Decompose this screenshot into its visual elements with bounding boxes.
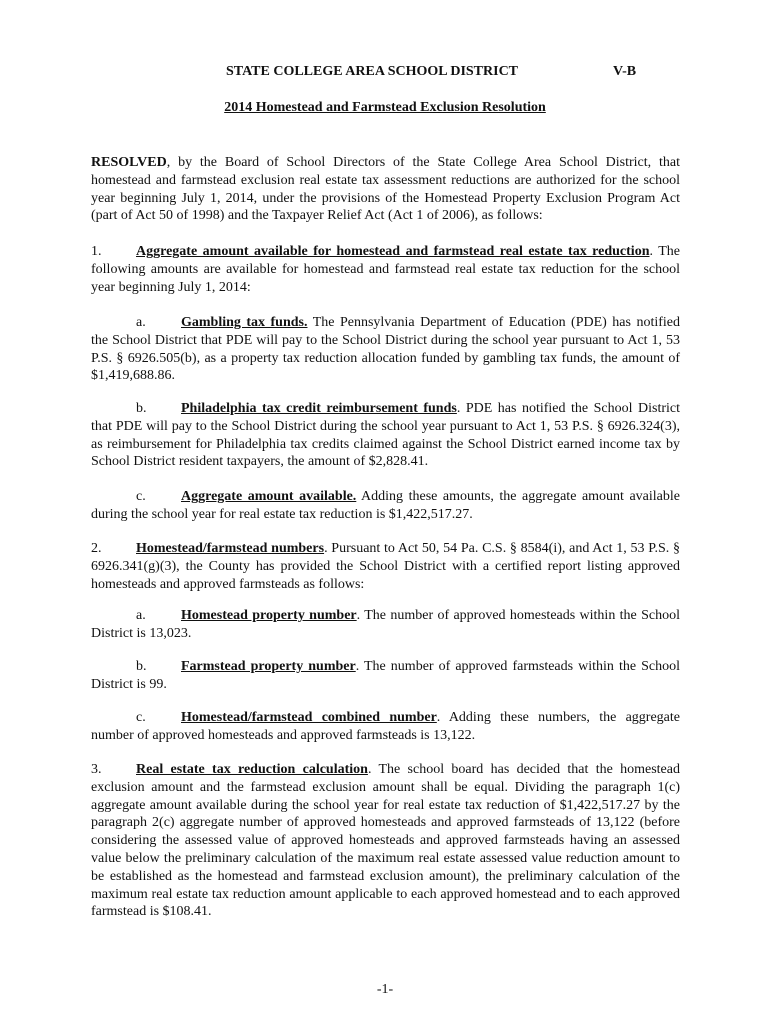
section-2b [91,658,680,694]
section-1 [91,243,680,296]
section-2a [91,607,680,643]
document-title: 2014 Homestead and Farmstead Exclusion Resolution [224,100,546,115]
item-heading: Aggregate amount available. [181,489,357,504]
section-number: 3. [91,762,102,777]
section-heading: Real estate tax reduction calculation [136,762,368,777]
section-3 [91,761,680,921]
section-2 [91,540,680,593]
item-label: b. [136,659,147,674]
item-heading: Philadelphia tax credit reimbursement funds [181,401,457,416]
item-text: . PDE has notified the School District that PDE will pay to the School District during the school year pursuant to Act 1, 53 P.S. § 6926.324(3), as reimbursement for Philadelphia tax credits claimed against the School District earned income tax by School District resident taxpayers, the amount of $2,828.41. [91,401,680,470]
resolved-lead: RESOLVED [91,155,167,170]
section-heading: Aggregate amount available for homestead and farmstead real estate tax reduction [136,244,650,259]
item-text: . The number of approved homesteads within the School District is 13,023. [91,608,680,641]
section-number: 2. [91,541,102,556]
page-number: -1- [376,982,394,997]
item-heading: Farmstead property number [181,659,356,674]
section-number: 1. [91,244,102,259]
item-text: . Adding these numbers, the aggregate number of approved homesteads and approved farmsteads is 13,122. [91,710,680,743]
item-text: . The number of approved farmsteads within the School District is 99. [91,659,680,692]
item-heading: Gambling tax funds. [181,315,308,330]
item-text: Adding these amounts, the aggregate amount available during the school year for real estate tax reduction is $1,422,517.27. [91,489,680,522]
resolved-paragraph [91,154,680,225]
item-label: c. [136,489,146,504]
section-text: . Pursuant to Act 50, 54 Pa. C.S. § 8584(i), and Act 1, 53 P.S. § 6926.341(g)(3), the County has provided the School District with a certified report listing approved homesteads and approved farmsteads as follows: [91,541,680,592]
item-label: c. [136,710,146,725]
item-label: b. [136,401,147,416]
section-1c [91,488,680,524]
section-1a [91,314,680,385]
item-label: a. [136,608,146,623]
policy-code: V-B [613,64,637,79]
section-heading: Homestead/farmstead numbers [136,541,325,556]
item-text: The Pennsylvania Department of Education (PDE) has notified the School District that PDE will pay to the School District during the school year pursuant to Act 1, 53 P.S. § 6926.505(b), as a property tax reduction allocation funded by gambling tax funds, the amount of $1,419,688.86. [91,315,680,384]
item-heading: Homestead property number [181,608,357,623]
item-heading: Homestead/farmstead combined number [181,710,437,725]
section-1b [91,400,680,471]
resolved-text: , by the Board of School Directors of the State College Area School District, that homestead and farmstead exclusion real estate tax assessment reductions are authorized for the school year beginning July 1, 2014, under the provisions of the Homestead Property Exclusion Program Act (part of Act 50 of 1998) and the Taxpayer Relief Act (Act 1 of 2006), as follows: [91,155,680,224]
section-text: . The following amounts are available for homestead and farmstead real estate tax reduction for the school year beginning July 1, 2014: [91,244,680,295]
district-name: STATE COLLEGE AREA SCHOOL DISTRICT [226,64,519,79]
item-label: a. [136,315,146,330]
section-2c [91,709,680,745]
section-text: . The school board has decided that the homestead exclusion amount and the farmstead exclusion amount shall be equal. Dividing the paragraph 1(c) aggregate amount available during the school year for real estate tax reduction of $1,422,517.27 by the paragraph 2(c) aggregate number of approved homesteads and approved farmsteads of 13,122 (before considering the assessed value of approved homesteads and approved farmsteads having an assessed value below the preliminary calculation of the maximum real estate assessed value reduction amount to be established as the homestead and farmstead exclusion amount), the preliminary calculation of the maximum real estate tax reduction amount applicable to each approved homestead and to each approved farmstead is $108.41. [91,762,680,920]
